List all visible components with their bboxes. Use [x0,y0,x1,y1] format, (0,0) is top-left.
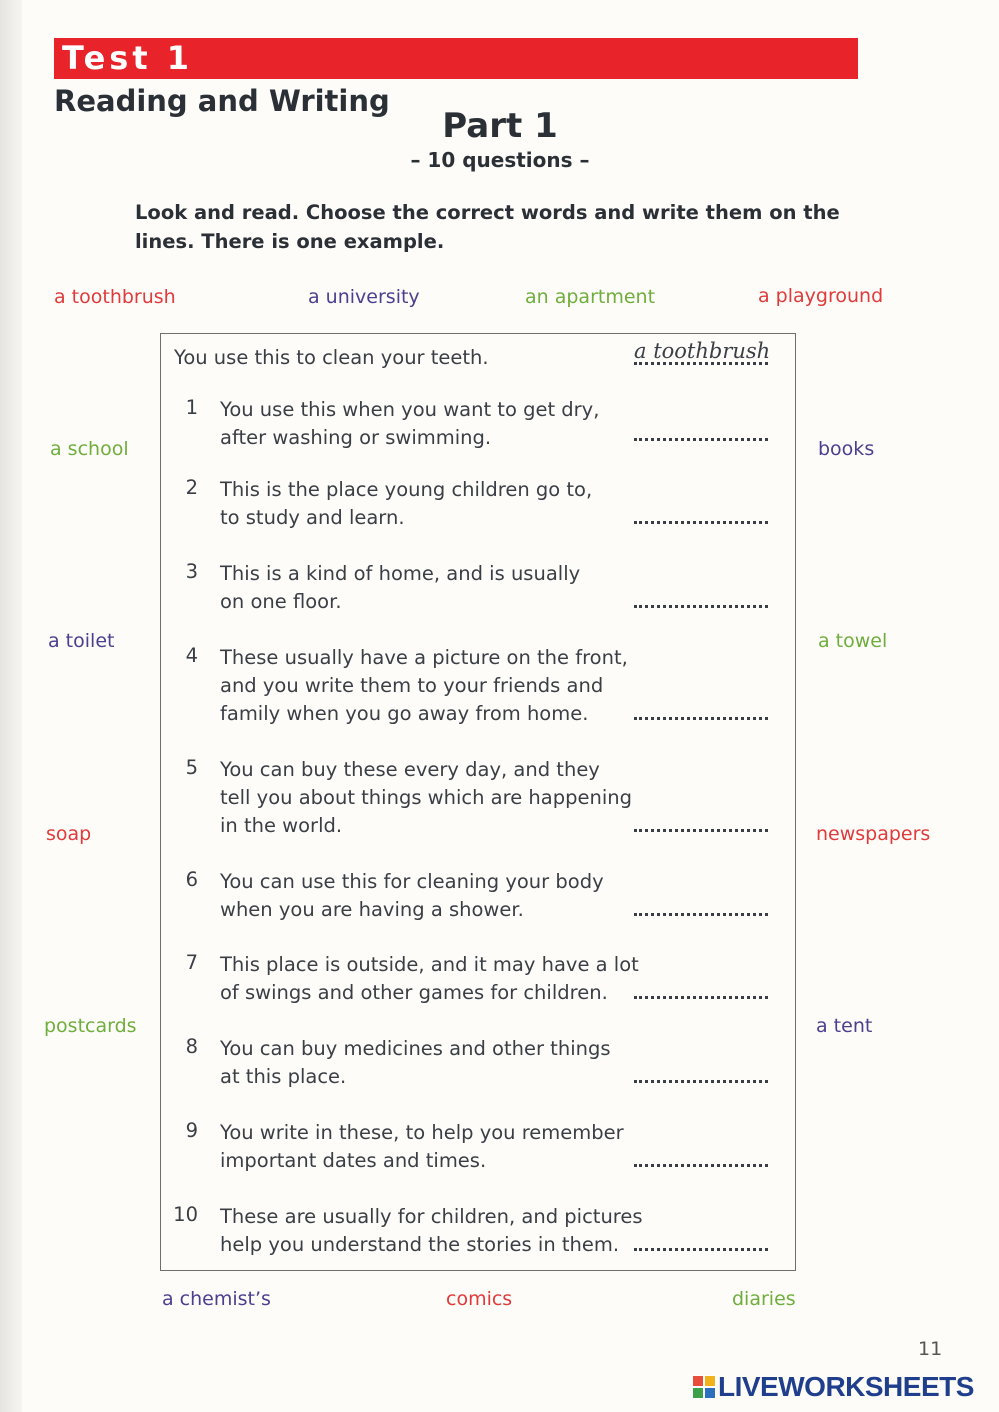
word-option[interactable]: a chemist’s [162,1288,271,1310]
answer-line[interactable] [634,717,768,720]
question-text: You can buy medicines and other things at this place. [220,1037,611,1088]
word-option[interactable]: newspapers [816,823,931,845]
answer-line[interactable] [634,996,768,999]
question-text: You can buy these every day, and they tell you about things which are happening in the world. [220,758,632,837]
instruction-text: Look and read. Choose the correct words and write them on the lines. There is one example. [135,201,840,253]
question-text: These usually have a picture on the front, and you write them to your friends and family when you go away from home. [220,646,628,725]
page-number: 11 [918,1338,943,1360]
question-number: 7 [185,951,198,974]
test-title-bar [54,38,858,79]
question-number: 1 [185,396,198,419]
question-text: These are usually for children, and pictures help you understand the stories in them. [220,1205,643,1256]
question-number: 6 [185,868,198,891]
word-option[interactable]: diaries [732,1288,796,1310]
question-text: You use this when you want to get dry, after washing or swimming. [220,398,600,449]
answer-line[interactable] [634,1164,768,1167]
word-option[interactable]: an apartment [525,286,656,308]
question-text: You write in these, to help you remember important dates and times. [220,1121,624,1172]
word-option[interactable]: a school [50,438,129,460]
question-text: You can use this for cleaning your body when you are having a shower. [220,870,604,921]
question-number: 2 [185,476,198,499]
liveworksheets-logo[interactable] [692,1370,974,1404]
section-title: Reading and Writing [54,84,390,118]
question-text: This is a kind of home, and is usually on one floor. [220,562,581,613]
word-option[interactable]: comics [446,1288,513,1310]
answer-line[interactable] [634,438,768,441]
word-option[interactable]: a toilet [48,630,115,652]
word-option[interactable]: a tent [816,1015,873,1037]
part-title: Part 1 [442,106,558,146]
answer-line[interactable] [634,1248,768,1251]
question-text: This place is outside, and it may have a lot of swings and other games for children. [220,953,639,1004]
part-subtitle: – 10 questions – [410,148,590,172]
question-number: 10 [173,1203,198,1226]
answer-line[interactable] [634,913,768,916]
question-number: 9 [185,1119,198,1142]
example-answer-line [634,362,768,365]
question-number: 5 [185,756,198,779]
word-option[interactable]: a university [308,286,420,308]
question-text: This is the place young children go to, to study and learn. [220,478,593,529]
answer-line[interactable] [634,1080,768,1083]
word-option[interactable]: books [818,438,875,460]
test-title: Test 1 [62,39,194,77]
example-answer: a toothbrush [634,339,771,363]
word-option[interactable]: soap [46,823,92,845]
word-option[interactable]: postcards [44,1015,137,1037]
question-number: 8 [185,1035,198,1058]
word-option[interactable]: a towel [818,630,888,652]
question-number: 4 [185,644,198,667]
word-option[interactable]: a toothbrush [54,286,176,308]
question-number: 3 [185,560,198,583]
answer-line[interactable] [634,605,768,608]
page-binding-edge [0,0,22,1412]
example-question: You use this to clean your teeth. [174,346,489,369]
answer-line[interactable] [634,521,768,524]
word-option[interactable]: a playground [758,285,884,307]
liveworksheets-icon [692,1375,716,1399]
answer-line[interactable] [634,829,768,832]
brand-text: LIVEWORKSHEETS [718,1371,974,1402]
